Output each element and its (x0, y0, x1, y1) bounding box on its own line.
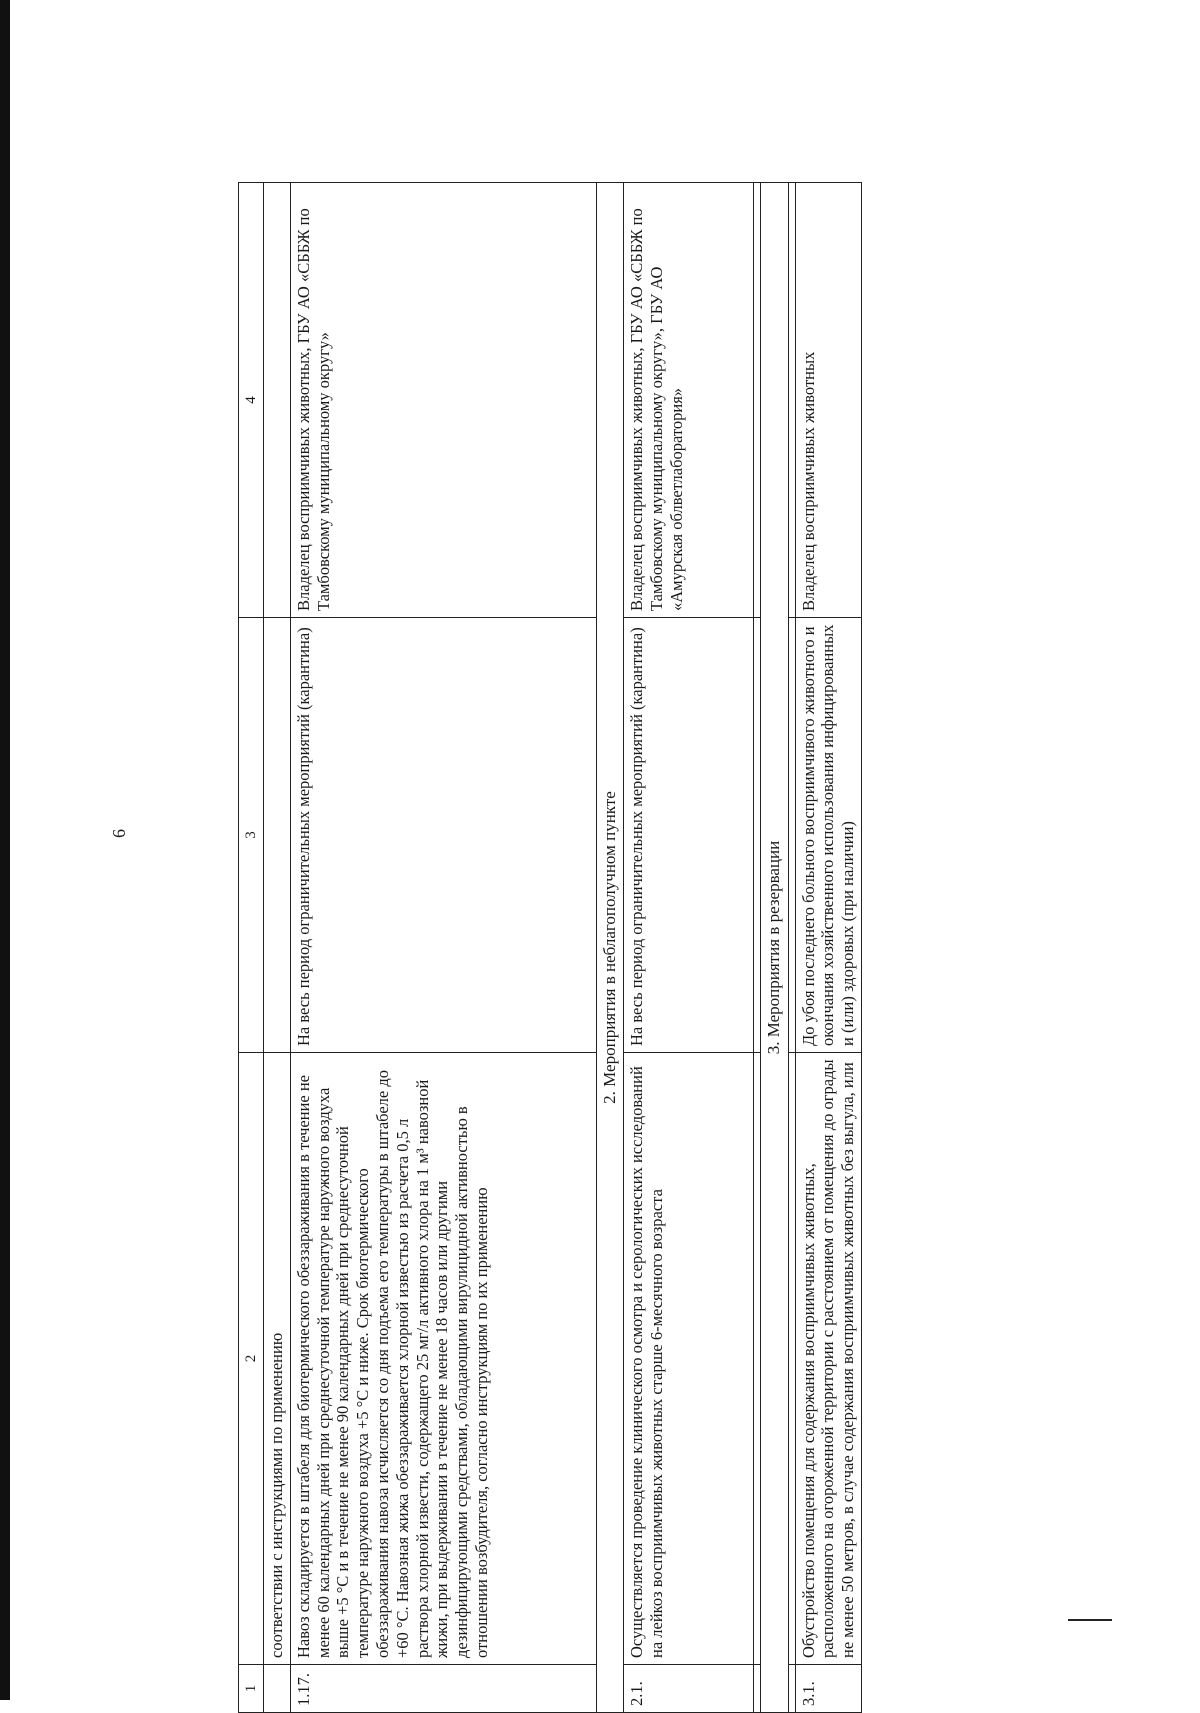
header-col-4: 4 (239, 183, 264, 618)
continuation-text: соответствии с инструкциями по применению (264, 1053, 291, 1665)
rotated-table-container (238, 183, 858, 1713)
row-responsible: Владелец восприимчивых животных, ГБУ АО «СББЖ по Тамбовскому муниципальному округу», ГБУ АО «Амурская облветлаборатория» (624, 183, 754, 618)
row-measure: Осуществляется проведение клинического осмотра и серологических исследований на лейкоз восприимчивых животных старше 6-месячного возраста (624, 1053, 754, 1665)
continuation-term (264, 618, 291, 1053)
header-col-1: 1 (239, 1665, 264, 1713)
section-row (761, 183, 788, 1713)
row-number: 2.1. (624, 1665, 754, 1713)
header-col-3: 3 (239, 618, 264, 1053)
row-number: 3.1. (795, 1665, 861, 1713)
spacer-row (754, 183, 761, 1713)
continuation-num (264, 1665, 291, 1713)
section-title-2: 2. Мероприятия в неблагополучном пункте (596, 183, 623, 1713)
header-row (239, 183, 264, 1713)
row-term: На весь период ограничительных мероприятий (карантина) (290, 618, 596, 1053)
row-responsible: Владелец восприимчивых животных, ГБУ АО «СББЖ по Тамбовскому муниципальному округу» (290, 183, 596, 618)
continuation-row (264, 183, 291, 1713)
row-measure: Обустройство помещения для содержания восприимчивых животных, расположенного на огороженной территории с расстоянием от помещения до ограды не менее 50 метров, в случае содержания восприимчивых животных без выгула, или (795, 1053, 861, 1665)
spacer-row (788, 183, 795, 1713)
row-term: На весь период ограничительных мероприятий (карантина) (624, 618, 754, 1053)
row-term: До убоя последнего больного восприимчивого животного и окончания хозяйственного использования инфицированных и (или) здоровых (при наличии) (795, 618, 861, 1053)
continuation-responsible (264, 183, 291, 618)
footer-mark (1068, 1619, 1112, 1621)
table-row (624, 183, 754, 1713)
table-row (290, 183, 596, 1713)
table-row (795, 183, 861, 1713)
row-number: 1.17. (290, 1665, 596, 1713)
page-number: 6 (109, 829, 129, 838)
scan-edge-strip (0, 0, 10, 1700)
row-measure: Навоз складируется в штабеля для биотермического обеззараживания в течение не менее 60 календарных дней при среднесуточной температуре наружного воздуха выше +5 °С и в течение не менее 90 календарных дней при среднесуточной температуре наружного воздуха +5 °С и ниже. Срок биотермического обеззараживания навоза исчисляется со дня подъема его температуры в штабеле до +60 °С. Навозная жижа обеззараживается хлорной известью из расчета 0,5 л раствора хлорной извести, содержащего 25 мг/л активного хлора на 1 м³ навозной жижи, при выдерживании в течение не менее 18 часов или другими дезинфицирующими средствами, обладающими вирулицидной активностью в отношении возбудителя, согласно инструкциям по их применению (290, 1053, 596, 1665)
section-row (596, 183, 623, 1713)
section-title-3: 3. Мероприятия в резервации (761, 183, 788, 1713)
row-responsible: Владелец восприимчивых животных (795, 183, 861, 618)
header-col-2: 2 (239, 1053, 264, 1665)
measures-table (238, 182, 862, 1713)
